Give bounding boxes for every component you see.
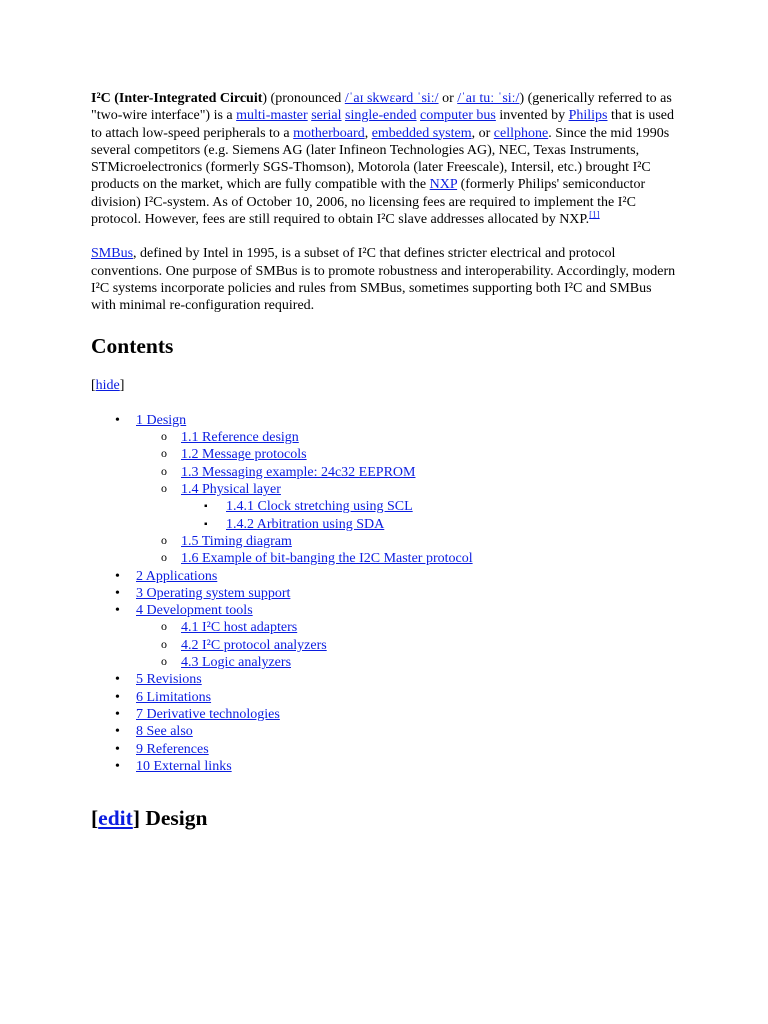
toc-item [91,602,678,671]
toc-item [136,637,678,654]
toc-item [91,412,678,568]
section-title: Design [139,806,208,831]
intro-paragraph [91,90,678,228]
intro-text: , [364,125,372,141]
toc-item [91,758,678,775]
toc-link-applications[interactable]: 2 Applications [136,568,218,584]
toc-link-clock-stretching[interactable]: 1.4.1 Clock stretching using SCL [226,499,413,515]
smbus-text: , defined by Intel in 1995, is a subset of I²C that defines stricter electrical and protocol conventions. One purpose of SMBus is to promote robustness and interoperability. Accordingly, modern I²C systems incorporate policies and rules from SMBus, sometimes supporting both I²C and SMBus with minimal re-configuration required. [91,246,676,314]
toc-item [136,481,678,533]
intro-text: , or [471,125,494,141]
toc-link-see-also[interactable]: 8 See also [136,724,193,740]
reference-1-link[interactable]: [1] [589,209,600,220]
toc-link-derivative-technologies[interactable]: 7 Derivative technologies [136,706,280,722]
toc-item [136,429,678,446]
serial-link[interactable]: serial [311,108,342,124]
intro-text: (formerly Philips' semiconductor division) I²C-system. As of October 10, 2006, no licensing fees are required to implement the I²C protocol. However, fees are still required to obtain I²C slave addresses allocated by NXP. [91,177,646,228]
toc-item [91,568,678,585]
table-of-contents [91,412,678,775]
toc-link-limitations[interactable]: 6 Limitations [136,689,212,705]
toc-item [136,550,678,567]
intro-text: . Since the mid 1990s several competitors (e.g. Siemens AG (later Infineon Technologies AG), NEC, Texas Instruments, STMicroelectronics (formerly SGS-Thomson), Motorola (later Freescale), Intersil, etc.) brought I²C products on the market, which are fully compatible with the [91,125,670,193]
toc-item [91,706,678,723]
intro-text: ) (generically referred to as "two-wire interface") is a [91,91,672,124]
toc-item [91,741,678,758]
embedded-system-link[interactable]: embedded system [371,125,472,141]
toc-item [136,619,678,636]
toc-item [136,446,678,463]
term-i2c: I²C ( [91,91,119,106]
toc-link-references[interactable]: 9 References [136,741,209,757]
toc-link-message-protocols[interactable]: 1.2 Message protocols [181,447,307,463]
toc-toggle [91,377,678,394]
toc-item [91,689,678,706]
bracket: [ [91,377,96,393]
toc-item [136,464,678,481]
toc-item [136,654,678,671]
bracket: [ [91,806,99,831]
toc-link-development-tools[interactable]: 4 Development tools [136,603,253,619]
toc-item [91,723,678,740]
section-heading-design [91,805,678,831]
motherboard-link[interactable]: motherboard [293,125,365,141]
toc-link-revisions[interactable]: 5 Revisions [136,672,202,688]
toc-item [91,671,678,688]
toc-link-protocol-analyzers[interactable]: 4.2 I²C protocol analyzers [181,637,327,653]
nxp-link[interactable]: NXP [429,177,458,193]
hide-toc-link[interactable]: hide [95,377,120,393]
toc-link-external-links[interactable]: 10 External links [136,758,232,774]
contents-heading: Contents [91,333,174,358]
toc-link-timing-diagram[interactable]: 1.5 Timing diagram [181,533,292,549]
toc-link-arbitration[interactable]: 1.4.2 Arbitration using SDA [226,516,385,532]
pronunciation-link-1[interactable]: /ˈaɪ skwɛərd ˈsiː/ [344,91,439,106]
intro-text: that is used to attach low-speed peripherals to a [91,108,674,141]
computer-bus-link[interactable]: computer bus [420,108,496,124]
toc-link-design[interactable]: 1 Design [136,412,187,428]
toc-link-reference-design[interactable]: 1.1 Reference design [181,430,299,446]
pronunciation-link-2[interactable]: /ˈaɪ tuː ˈsiː/ [457,91,520,106]
toc-item [181,498,678,515]
single-ended-link[interactable]: single-ended [345,108,417,124]
cellphone-link[interactable]: cellphone [493,125,549,141]
multi-master-link[interactable]: multi-master [236,108,308,124]
philips-link[interactable]: Philips [568,108,608,124]
toc-item [181,516,678,533]
toc-link-host-adapters[interactable]: 4.1 I²C host adapters [181,620,298,636]
intro-text: invented by [495,108,569,124]
edit-section-link[interactable]: edit [98,806,133,831]
toc-link-physical-layer[interactable]: 1.4 Physical layer [181,482,281,498]
toc-link-bit-banging[interactable]: 1.6 Example of bit-banging the I2C Master protocol [181,551,473,567]
bracket: ] [132,806,140,831]
smbus-link[interactable]: SMBus [91,246,134,262]
smbus-paragraph [91,245,678,314]
toc-item [91,585,678,602]
intro-text: ) (pronounced [262,91,345,106]
toc-item [136,533,678,550]
intro-text: or [438,91,458,106]
term-full-name: Inter-Integrated Circuit [118,91,263,106]
toc-link-os-support[interactable]: 3 Operating system support [136,585,291,601]
bracket: ] [119,377,125,393]
toc-link-logic-analyzers[interactable]: 4.3 Logic analyzers [181,655,292,671]
toc-link-messaging-example[interactable]: 1.3 Messaging example: 24c32 EEPROM [181,464,416,480]
